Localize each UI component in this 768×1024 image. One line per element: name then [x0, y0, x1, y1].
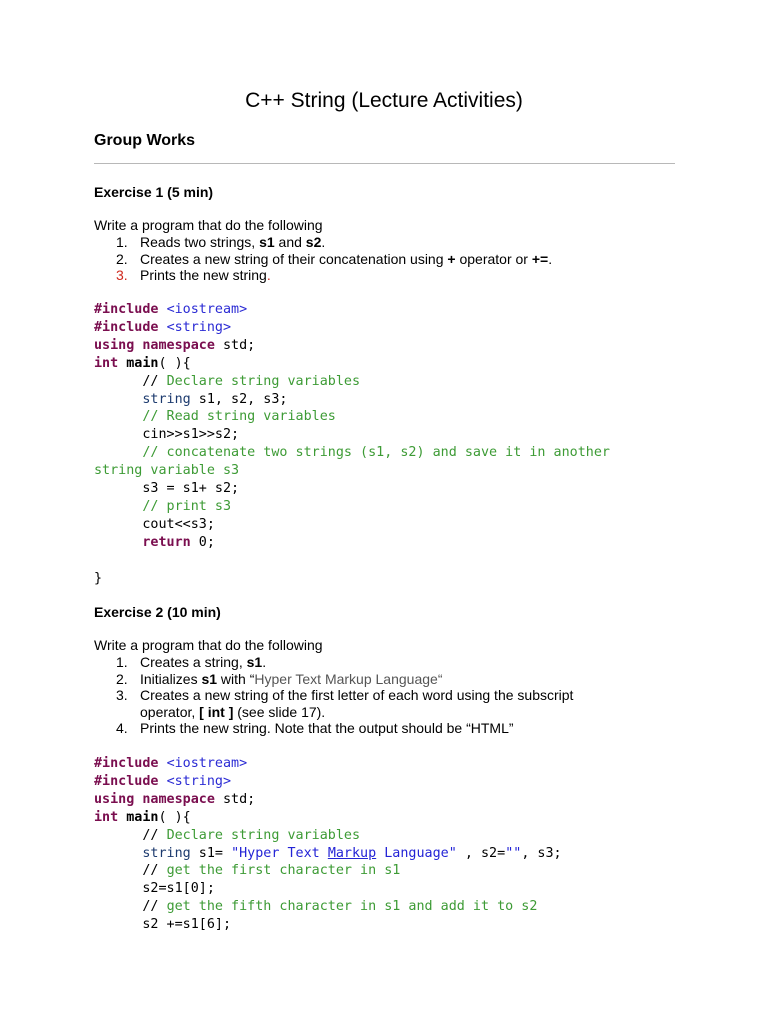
- list-item: 3. Prints the new string.: [116, 267, 271, 283]
- section-heading: Group Works: [94, 132, 196, 149]
- exercise-1-code-block: #include <iostream> #include <string> using namespace std; int main( ){ // Declare string variables string s1, s2, s3; // Read string variables cin>>s1>>s2; // concatenate two strings (s1, s2) and save it in another string variable s3 s3 = s1+ s2; // print s3 cout<<s3; return 0; }: [94, 302, 610, 586]
- list-item: 1. Creates a string, s1.: [116, 654, 267, 670]
- list-item: 2. Creates a new string of their concatenation using + operator or +=.: [116, 250, 553, 267]
- list-item: 1. Reads two strings, s1 and s2.: [116, 234, 326, 250]
- page-title: C++ String (Lecture Activities): [245, 89, 523, 112]
- list-item: 2. Initializes s1 with “Hyper Text Markup Language“: [116, 670, 443, 687]
- list-item: 3. Creates a new string of the first letter of each word using the subscript operator, [ int ] (see slide 17).: [116, 687, 574, 720]
- exercise-2-intro: Write a program that do the following: [94, 637, 323, 653]
- exercise-2-code-block: #include <iostream> #include <string> using namespace std; int main( ){ // Declare string variables string s1= "Hyper Text Markup Language" , s2="", s3; // get the first character in s1 s2=s1[0]; // get the fifth character in s1 and add it to s2 s2 +=s1[6];: [94, 756, 562, 933]
- exercise-2-steps: [94, 654, 654, 737]
- exercise-1-intro: Write a program that do the following: [94, 217, 323, 233]
- exercise-1-heading: Exercise 1 (5 min): [94, 184, 214, 200]
- exercise-2-heading: Exercise 2 (10 min): [94, 604, 221, 620]
- list-item: 4. Prints the new string. Note that the output should be “HTML”: [116, 720, 514, 736]
- horizontal-divider: [94, 163, 675, 164]
- exercise-1-steps: [94, 234, 654, 284]
